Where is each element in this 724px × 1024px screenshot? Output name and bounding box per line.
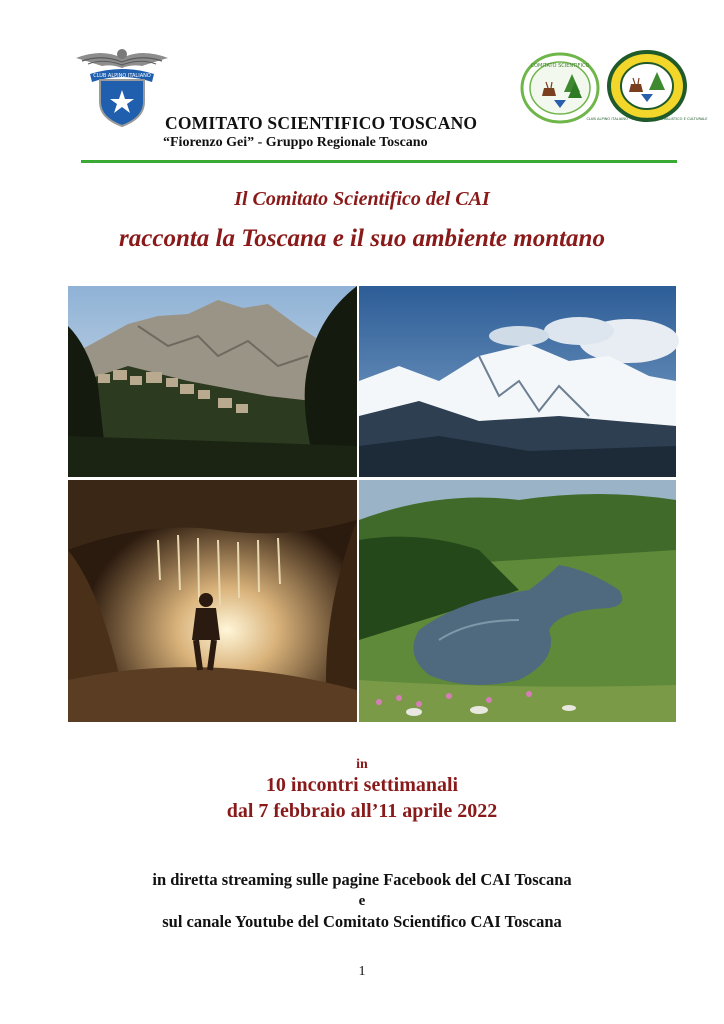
badge-2-text: CLUB ALPINO ITALIANO · OPERATORE NATURALISTICO E CULTURALE [586,117,708,121]
logo-banner-text: CLUB ALPINO ITALIANO [93,73,151,79]
event-dates: dal 7 febbraio all’11 aprile 2022 [226,800,498,822]
mountain-village-photo [68,286,357,477]
header-divider [81,160,677,163]
comitato-scientifico-badge [520,52,600,124]
cai-logo [72,44,172,128]
operatore-naturalistico-badge [586,50,708,122]
org-subtitle: “Fiorenzo Gei” - Gruppo Regionale Toscano [163,135,428,150]
streaming-facebook: in diretta streaming sulle pagine Facebook del CAI Toscana [152,870,572,889]
streaming-youtube: sul canale Youtube del Comitato Scientifico CAI Toscana [162,912,562,931]
heading-line-2: racconta la Toscana e il suo ambiente montano [119,225,605,252]
event-count: 10 incontri settimanali [265,774,459,796]
heading-line-1: Il Comitato Scientifico del CAI [234,188,490,210]
in-label: in [356,757,368,772]
badge-1-text: COMITATO SCIENTIFICO [530,63,590,69]
mountain-lake-photo [359,480,676,722]
cave-explorer-photo [68,480,357,722]
snowy-mountains-photo [359,286,676,477]
org-title: COMITATO SCIENTIFICO TOSCANO [165,113,478,133]
page-number: 1 [358,964,366,979]
streaming-conjunction: e [358,893,366,909]
